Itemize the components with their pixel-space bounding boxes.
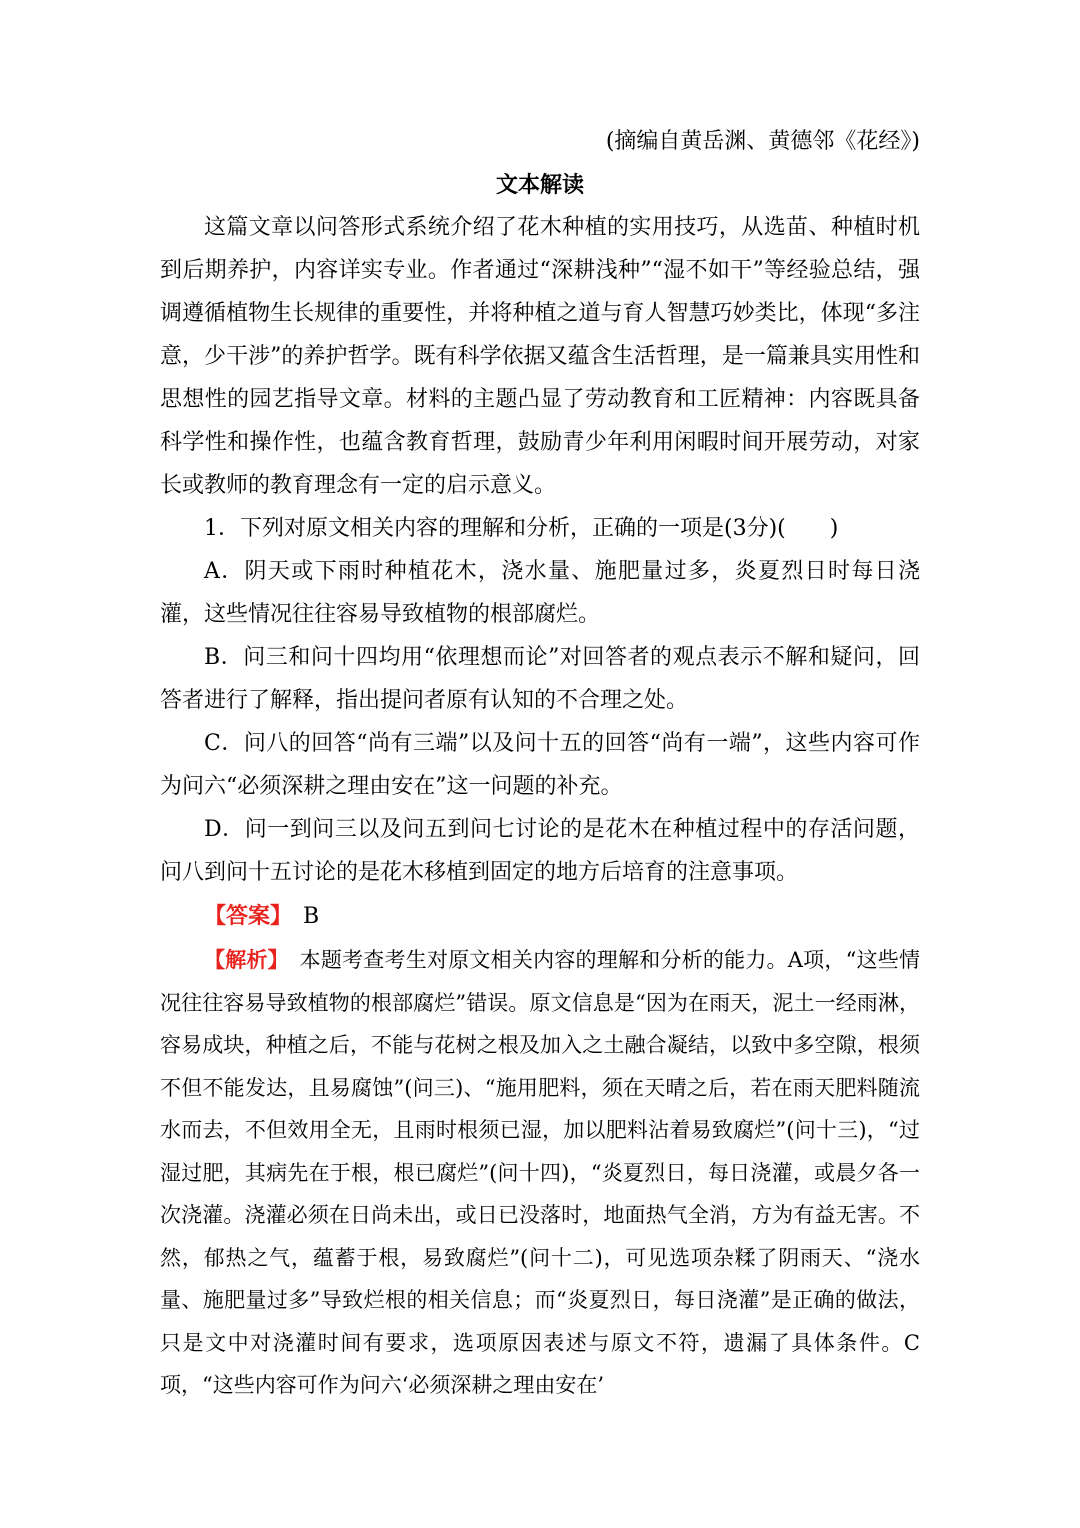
section-heading: 文本解读 xyxy=(495,172,584,198)
option-a: A．阴天或下雨时种植花木，浇水量、施肥量过多，炎夏烈日时每日浇灌，这些情况往往容易导致植物的根部腐烂。 xyxy=(160,559,920,627)
answer-row xyxy=(160,894,920,939)
option-c: C．问八的回答“尚有三端”以及问十五的回答“尚有一端”，这些内容可作为问六“必须深耕之理由安在”这一问题的补充。 xyxy=(160,731,920,799)
answer-label: 【答案】 xyxy=(204,903,282,929)
question-block xyxy=(160,507,920,894)
analysis-paragraph xyxy=(160,939,920,1407)
interpretation-paragraph: 这篇文章以问答形式系统介绍了花木种植的实用技巧，从选苗、种植时机到后期养护，内容详实专业。作者通过“深耕浅种”“湿不如干”等经验总结，强调遵循植物生长规律的重要性，并将种植之道与育人智慧巧妙类比，体现“多注意，少干涉”的养护哲学。既有科学依据又蕴含生活哲理，是一篇兼具实用性和思想性的园艺指导文章。材料的主题凸显了劳动教育和工匠精神：内容既具备科学性和操作性，也蕴含教育哲理，鼓励青少年利用闲暇时间开展劳动，对家长或教师的教育理念有一定的启示意义。 xyxy=(160,215,920,498)
document-page xyxy=(160,120,920,1407)
source-citation: (摘编自黄岳渊、黄德邻《花经》) xyxy=(605,129,920,154)
option-d: D．问一到问三以及问五到问七讨论的是花木在种植过程中的存活问题，问八到问十五讨论的是花木移植到固定的地方后培育的注意事项。 xyxy=(160,817,920,885)
question-stem: 1．下列对原文相关内容的理解和分析，正确的一项是(3分)( ) xyxy=(204,516,839,541)
option-b: B．问三和问十四均用“依理想而论”对回答者的观点表示不解和疑问，回答者进行了解释，指出提问者原有认知的不合理之处。 xyxy=(160,645,920,713)
analysis-text: 本题考查考生对原文相关内容的理解和分析的能力。A项，“这些情况往往容易导致植物的根部腐烂”错误。原文信息是“因为在雨天，泥土一经雨淋，容易成块，种植之后，不能与花树之根及加入之土融合凝结，以致中多空隙，根须不但不能发达，且易腐蚀”(问三)、“施用肥料，须在天晴之后，若在雨天肥料随流水而去，不但效用全无，且雨时根须已湿，加以肥料沾着易致腐烂”(问十三)，“过湿过肥，其病先在于根，根已腐烂”(问十四)，“炎夏烈日，每日浇灌，或晨夕各一次浇灌。浇灌必须在日尚未出，或日已没落时，地面热气全消，方为有益无害。不然，郁热之气，蕴蓄于根，易致腐烂”(问十二)，可见选项杂糅了阴雨天、“浇水量、施肥量过多”导致烂根的相关信息；而“炎夏烈日，每日浇灌”是正确的做法，只是文中对浇灌时间有要求，选项原因表述与原文不符，遗漏了具体条件。C项，“这些内容可作为问六‘必须深耕之理由安在’ xyxy=(160,948,921,1397)
analysis-label: 【解析】 xyxy=(204,947,279,972)
answer-value: B xyxy=(303,904,320,929)
